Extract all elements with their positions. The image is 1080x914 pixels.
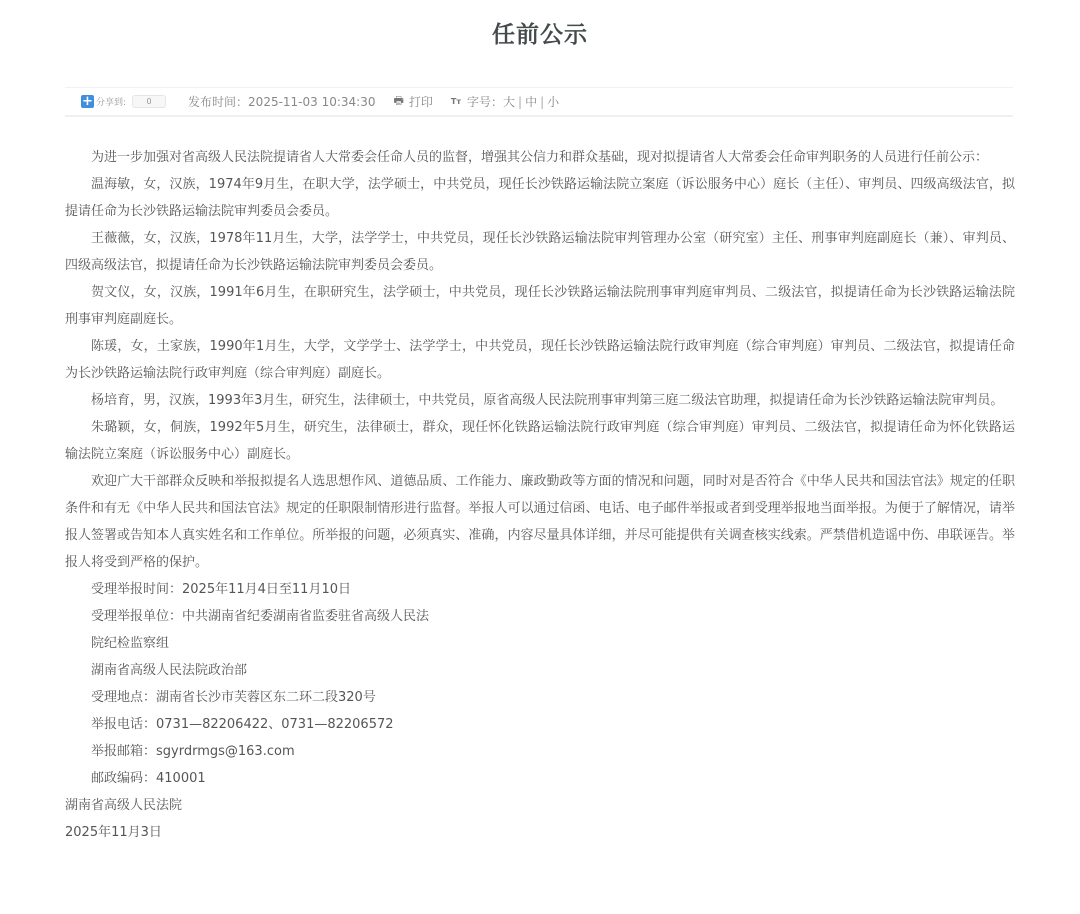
print-button[interactable] — [394, 92, 433, 111]
article-meta-bar — [65, 87, 1013, 117]
publish-time: 发布时间：2025-11-03 10:34:30 — [188, 95, 376, 109]
contact-line: 受理举报单位：中共湖南省纪委湖南省监委驻省高级人民法 — [91, 609, 430, 624]
font-size-icon: Tт — [450, 97, 461, 106]
contact-line: 举报电话：0731—82206422、0731—82206572 — [91, 717, 394, 732]
paragraph: 温海敏，女，汉族，1974年9月生，在职大学，法学硕士，中共党员，现任长沙铁路运输法院立案庭（诉讼服务中心）庭长（主任）、审判员、四级高级法官，拟提请任命为长沙铁路运输法院审判委员会委员。 — [65, 177, 1015, 219]
signature-date: 2025年11月3日 — [65, 825, 162, 840]
page-title: 任前公示 — [492, 22, 588, 48]
contact-line: 举报邮箱：sgyrdrmgs@163.com — [91, 744, 295, 759]
font-size-large[interactable]: 大 — [503, 95, 516, 109]
font-size-medium[interactable]: 中 — [525, 95, 538, 109]
share-count: 0 — [132, 95, 166, 108]
font-size-label: 字号： — [467, 95, 504, 109]
divider: | — [518, 94, 523, 109]
font-size-control — [451, 93, 559, 110]
article-body — [65, 144, 1015, 846]
share-label[interactable]: 分享到: — [96, 98, 127, 108]
paragraph: 陈瑗，女，土家族，1990年1月生，大学，文学学士、法学学士，中共党员，现任长沙铁路运输法院行政审判庭（综合审判庭）审判员、二级法官，拟提请任命为长沙铁路运输法院行政审判庭（综合审判庭）副庭长。 — [65, 339, 1015, 381]
signature: 湖南省高级人民法院 — [65, 798, 183, 813]
paragraph: 王薇薇，女，汉族，1978年11月生，大学，法学学士，中共党员，现任长沙铁路运输法院审判管理办公室（研究室）主任、刑事审判庭副庭长（兼）、审判员、四级高级法官，拟提请任命为长沙铁路运输法院审判委员会委员。 — [65, 231, 1015, 273]
paragraph: 欢迎广大干部群众反映和举报拟提名人选思想作风、道德品质、工作能力、廉政勤政等方面的情况和问题，同时对是否符合《中华人民共和国法官法》规定的任职条件和有无《中华人民共和国法官法》规定的任职限制情形进行监督。举报人可以通过信函、电话、电子邮件举报或者到受理举报地当面举报。为便于了解情况，请举报人签署或告知本人真实姓名和工作单位。所举报的问题，必须真实、准确，内容尽量具体详细，并尽可能提供有关调查核实线索。严禁借机造谣中伤、串联诬告。举报人将受到严格的保护。 — [65, 474, 1015, 570]
contact-line: 邮政编码：410001 — [91, 771, 206, 786]
paragraph: 杨培育，男，汉族，1993年3月生，研究生，法律硕士，中共党员，原省高级人民法院刑事审判第三庭二级法官助理，拟提请任命为长沙铁路运输法院审判员。 — [91, 393, 1004, 408]
share-plus-icon[interactable]: + — [82, 94, 93, 109]
contact-line: 受理地点：湖南省长沙市芙蓉区东二环二段320号 — [91, 690, 376, 705]
paragraph: 贺文仪，女，汉族，1991年6月生，在职研究生，法学硕士，中共党员，现任长沙铁路运输法院刑事审判庭审判员、二级法官，拟提请任命为长沙铁路运输法院刑事审判庭副庭长。 — [65, 285, 1015, 327]
contact-line: 湖南省高级人民法院政治部 — [91, 663, 248, 678]
printer-icon: 🖶 — [393, 94, 404, 107]
paragraph: 朱璐颖，女，侗族，1992年5月生，研究生，法律硕士，群众，现任怀化铁路运输法院行政审判庭（综合审判庭）审判员、二级法官，拟提请任命为怀化铁路运输法院立案庭（诉讼服务中心）副庭长。 — [65, 420, 1015, 462]
font-size-small[interactable]: 小 — [547, 95, 560, 109]
paragraph: 为进一步加强对省高级人民法院提请省人大常委会任命人员的监督，增强其公信力和群众基础，现对拟提请省人大常委会任命审判职务的人员进行任前公示： — [91, 150, 989, 165]
divider: | — [540, 94, 545, 109]
contact-line: 院纪检监察组 — [91, 636, 170, 651]
print-label: 打印 — [408, 95, 433, 109]
contact-line: 受理举报时间：2025年11月4日至11月10日 — [91, 582, 351, 597]
